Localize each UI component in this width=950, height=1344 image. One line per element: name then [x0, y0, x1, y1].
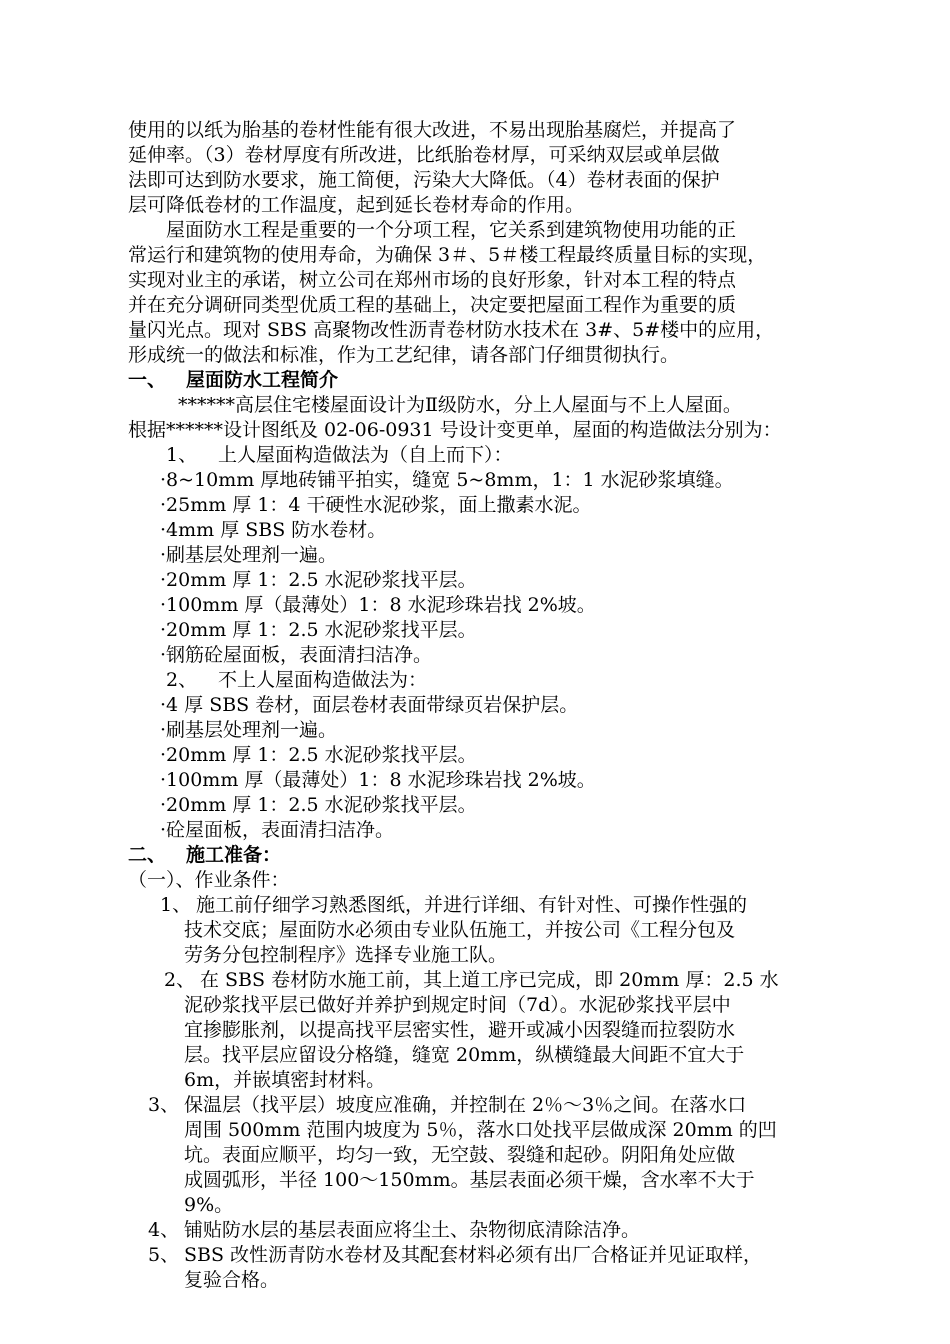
purpose-line: 量闪光点。现对 SBS 高聚物改性沥青卷材防水技术在 3#、5#楼中的应用，	[128, 319, 775, 341]
condition-line: 保温层（找平层）坡度应准确，并控制在 2％～3％之间。在落水口	[184, 1094, 747, 1116]
section-2-title: 施工准备：	[186, 844, 282, 866]
section-1-title: 屋面防水工程简介	[186, 369, 339, 391]
condition-line: 成圆弧形，半径 100～150mm。基层表面必须干燥，含水率不大于	[184, 1169, 755, 1191]
list-item: ·刷基层处理剂一遍。	[160, 719, 338, 741]
section-1-line: ******高层住宅楼屋面设计为Ⅱ级防水，分上人屋面与不上人屋面。	[178, 394, 742, 416]
condition-line: 坑。表面应顺平，均匀一致，无空鼓、裂缝和起砂。阴阳角处应做	[184, 1144, 736, 1166]
condition-line: SBS 改性沥青防水卷材及其配套材料必须有出厂合格证并见证取样，	[184, 1244, 763, 1266]
section-2-number: 二、	[128, 844, 167, 866]
condition-line: 技术交底；屋面防水必须由专业队伍施工，并按公司《工程分包及	[184, 919, 736, 941]
purpose-line: 并在充分调研同类型优质工程的基础上，决定要把屋面工程作为重要的质	[128, 294, 737, 316]
sub-1-title: 上人屋面构造做法为（自上而下）：	[218, 444, 513, 466]
purpose-line: 形成统一的做法和标准，作为工艺纪律，请各部门仔细贯彻执行。	[128, 344, 680, 366]
condition-line: 施工前仔细学习熟悉图纸，并进行详细、有针对性、可操作性强的	[196, 894, 748, 916]
condition-number: 3、	[148, 1094, 180, 1116]
list-item: ·20mm 厚 1：2.5 水泥砂浆找平层。	[160, 569, 477, 591]
sub-2-number: 2、	[166, 669, 198, 691]
condition-number: 1、	[160, 894, 192, 916]
section-1-line: 根据******设计图纸及 02-06-0931 号设计变更单，屋面的构造做法分别为：	[128, 419, 782, 441]
list-item: ·20mm 厚 1：2.5 水泥砂浆找平层。	[160, 794, 477, 816]
list-item: ·100mm 厚（最薄处）1：8 水泥珍珠岩找 2%坡。	[160, 594, 596, 616]
condition-number: 5、	[148, 1244, 180, 1266]
sub-2-title: 不上人屋面构造做法为：	[218, 669, 428, 691]
condition-line: 泥砂浆找平层已做好并养护到规定时间（7d）。水泥砂浆找平层中	[184, 994, 731, 1016]
list-item: ·4mm 厚 SBS 防水卷材。	[160, 519, 387, 541]
purpose-line: 屋面防水工程是重要的一个分项工程，它关系到建筑物使用功能的正	[166, 219, 737, 241]
purpose-line: 常运行和建筑物的使用寿命，为确保 3＃、5＃楼工程最终质量目标的实现，	[128, 244, 767, 266]
condition-line: 宜掺膨胀剂，以提高找平层密实性，避开或减小因裂缝而拉裂防水	[184, 1019, 736, 1041]
condition-line: 6m，并嵌填密封材料。	[184, 1069, 386, 1091]
intro-line: 延伸率。（3）卷材厚度有所改进，比纸胎卷材厚，可采纳双层或单层做	[128, 144, 720, 166]
list-item: ·8~10mm 厚地砖铺平拍实，缝宽 5~8mm，1：1 水泥砂浆填缝。	[160, 469, 734, 491]
condition-line: 铺贴防水层的基层表面应将尘土、杂物彻底清除洁净。	[184, 1219, 641, 1241]
list-item: ·4 厚 SBS 卷材，面层卷材表面带绿页岩保护层。	[160, 694, 579, 716]
condition-line: 层。找平层应留设分格缝，缝宽 20mm，纵横缝最大间距不宜大于	[184, 1044, 745, 1066]
condition-line: 在 SBS 卷材防水施工前，其上道工序已完成，即 20mm 厚：2.5 水	[200, 969, 779, 991]
sub-1-number: 1、	[166, 444, 198, 466]
list-item: ·钢筋砼屋面板，表面清扫洁净。	[160, 644, 433, 666]
list-item: ·砼屋面板，表面清扫洁净。	[160, 819, 395, 841]
condition-line: 9%。	[184, 1194, 234, 1216]
list-item: ·25mm 厚 1：4 干硬性水泥砂浆，面上撒素水泥。	[160, 494, 592, 516]
intro-line: 使用的以纸为胎基的卷材性能有很大改进，不易出现胎基腐烂，并提高了	[128, 119, 737, 141]
list-item: ·刷基层处理剂一遍。	[160, 544, 338, 566]
section-1-number: 一、	[128, 369, 167, 391]
condition-number: 4、	[148, 1219, 180, 1241]
purpose-line: 实现对业主的承诺，树立公司在郑州市场的良好形象，针对本工程的特点	[128, 269, 737, 291]
condition-line: 劳务分包控制程序》选择专业施工队。	[184, 944, 508, 966]
list-item: ·20mm 厚 1：2.5 水泥砂浆找平层。	[160, 744, 477, 766]
condition-number: 2、	[164, 969, 196, 991]
sub-heading: （一）、作业条件：	[128, 869, 290, 891]
intro-line: 层可降低卷材的工作温度，起到延长卷材寿命的作用。	[128, 194, 585, 216]
intro-line: 法即可达到防水要求，施工简便，污染大大降低。（4）卷材表面的保护	[128, 169, 720, 191]
list-item: ·100mm 厚（最薄处）1：8 水泥珍珠岩找 2%坡。	[160, 769, 596, 791]
condition-line: 周围 500mm 范围内坡度为 5％，落水口处找平层做成深 20mm 的凹	[184, 1119, 777, 1141]
condition-line: 复验合格。	[184, 1269, 280, 1291]
list-item: ·20mm 厚 1：2.5 水泥砂浆找平层。	[160, 619, 477, 641]
